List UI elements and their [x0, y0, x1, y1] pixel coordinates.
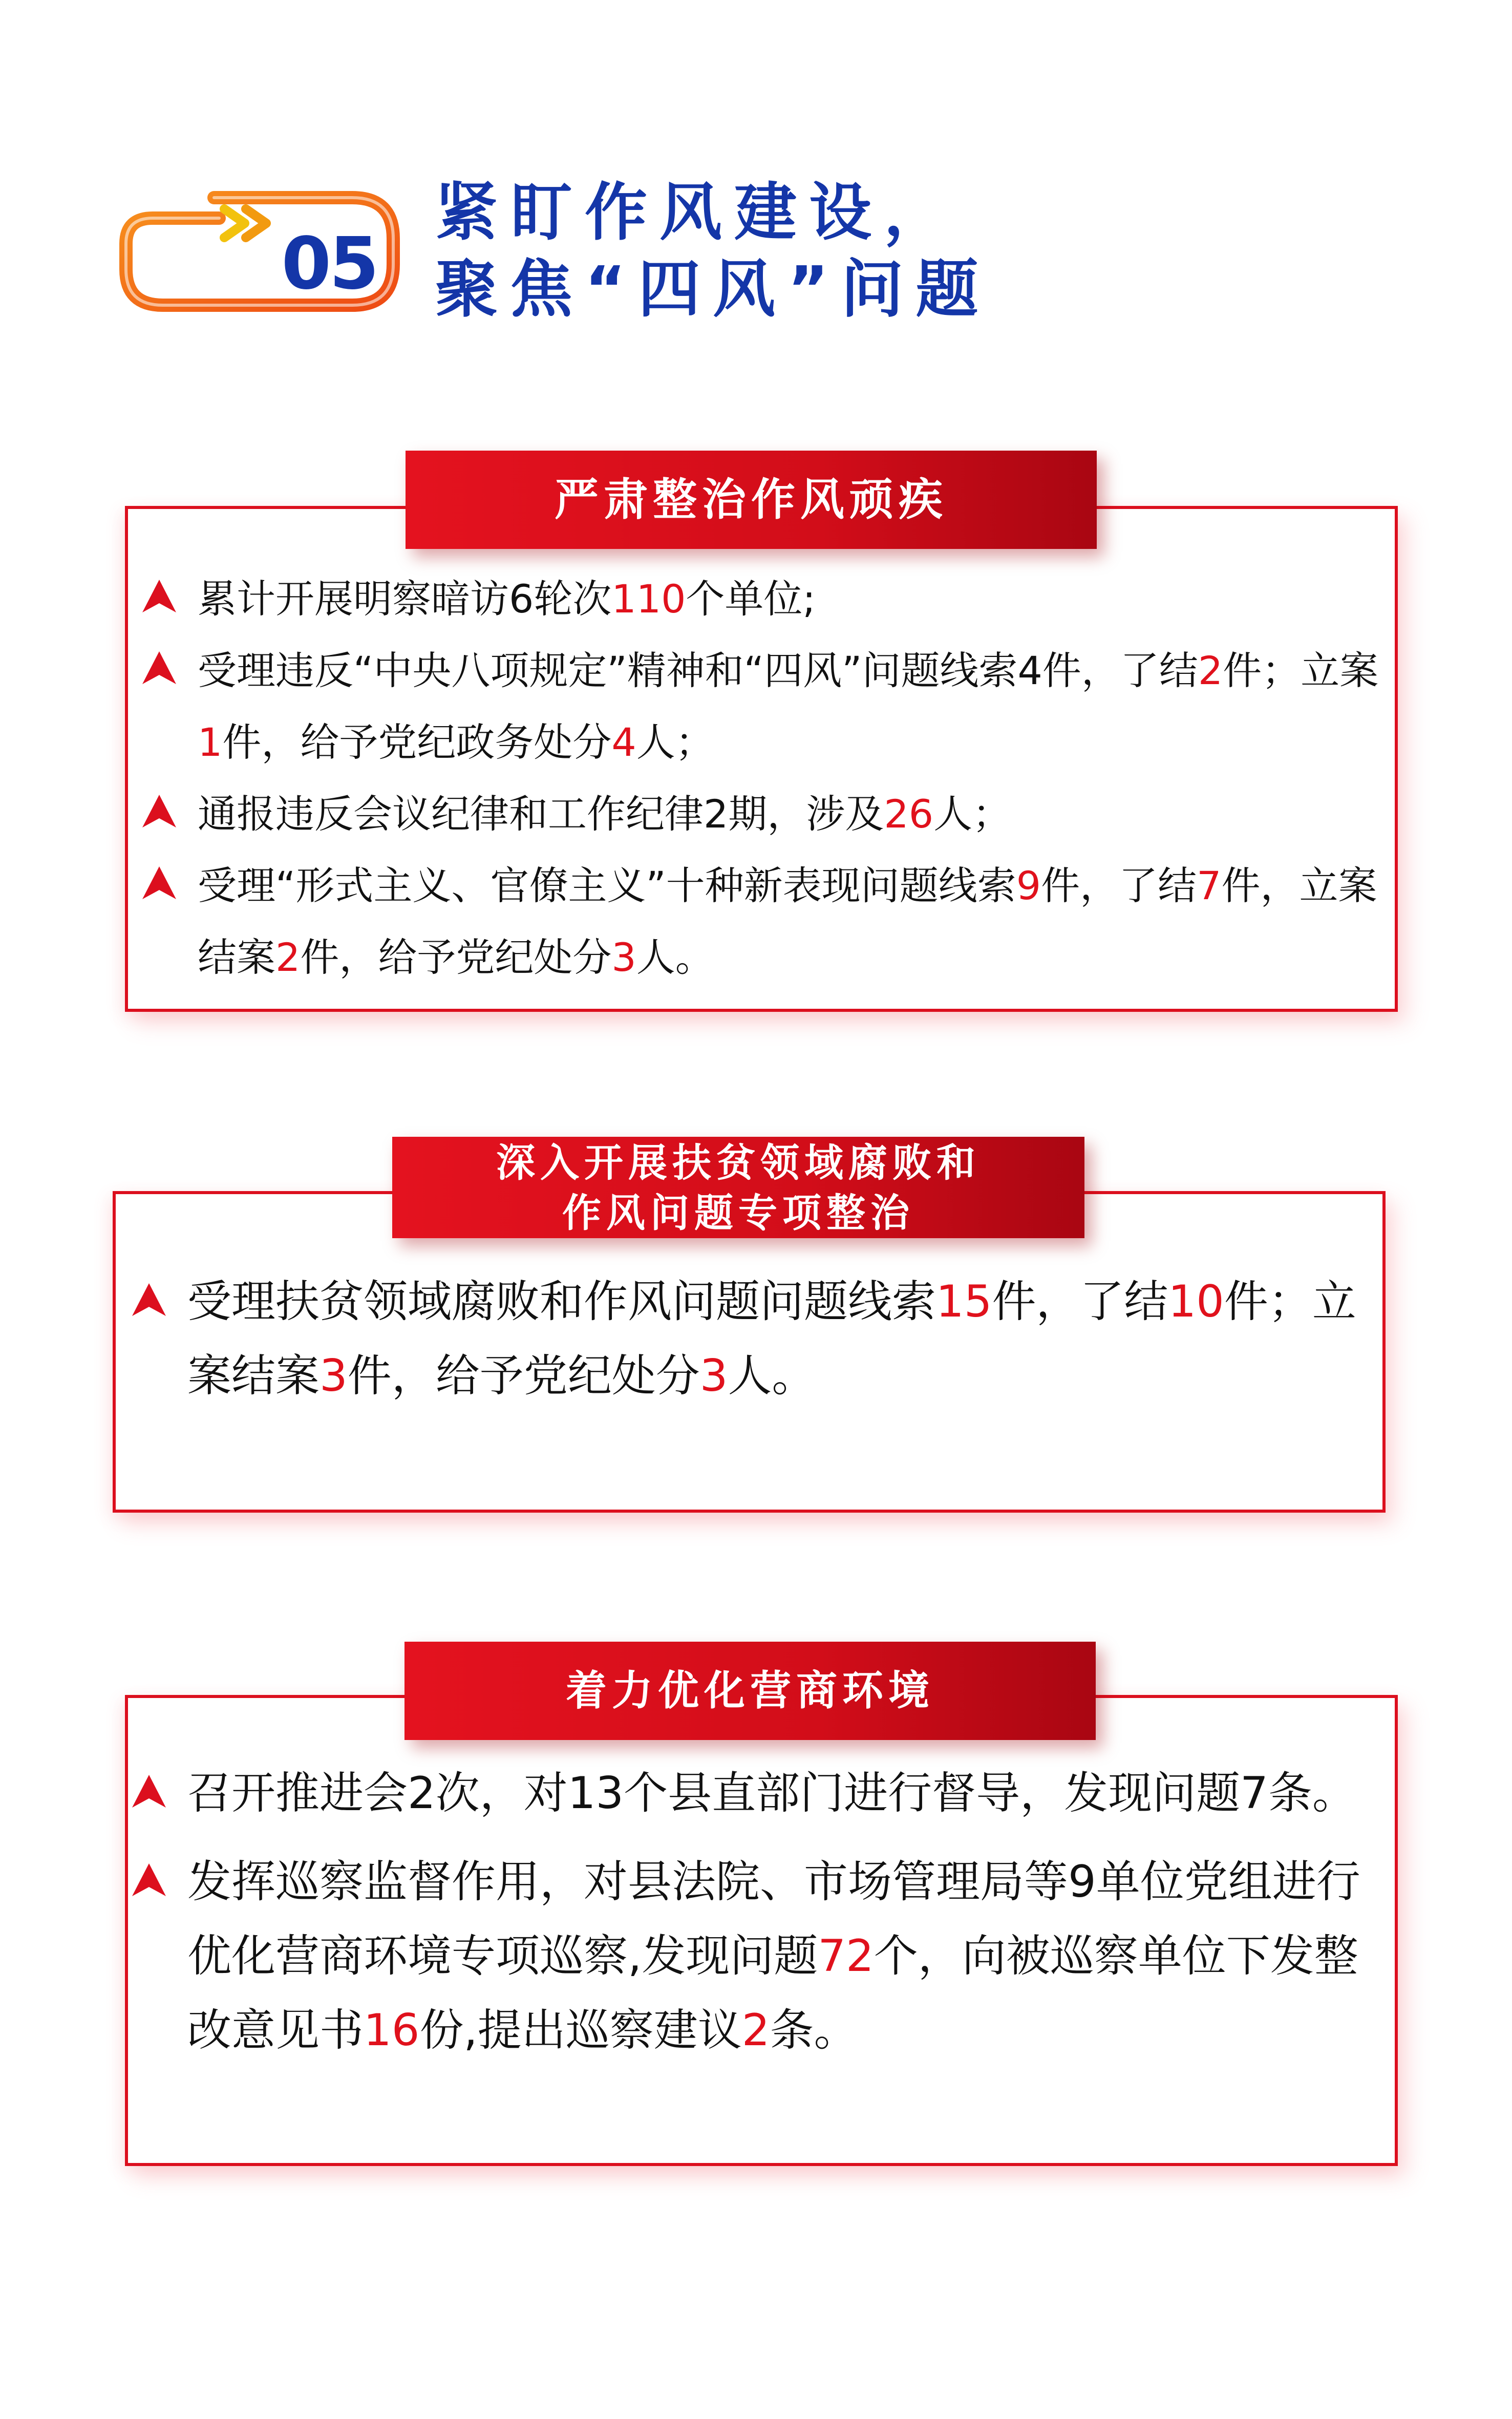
red-arrow-bullet-icon: [131, 1282, 167, 1318]
highlight-number: 72: [818, 1930, 874, 1982]
heading-line-2: 聚焦“四风”问题: [435, 253, 991, 326]
item-text: 发挥巡察监督作用，对县法院、市场管理局等9单位党组进行优化营商环境专项巡察,发现问题: [187, 1856, 1360, 1982]
list-item: [141, 778, 1391, 850]
item-text: 受理违反“中央八项规定”精神和“四风”问题线索4件，了结: [198, 648, 1198, 693]
item-text: 份,提出巡察建议: [419, 2005, 742, 2056]
red-arrow-bullet-icon: [141, 579, 177, 614]
item-text: 受理扶贫领域腐败和作风问题问题线索: [187, 1276, 936, 1327]
section-title-line: 着力优化营商环境: [566, 1667, 934, 1714]
item-text: 条。: [770, 2005, 858, 2056]
section-items-1: [141, 563, 1391, 993]
heading-line-1: 紧盯作风建设，: [435, 176, 959, 249]
item-text: 件，给予党纪政务处分: [222, 719, 612, 765]
item-text: 件，给予党纪处分: [300, 935, 612, 980]
highlight-number: 16: [364, 2005, 420, 2056]
highlight-number: 9: [1016, 863, 1041, 908]
list-item: [141, 635, 1391, 778]
item-text: 人。: [636, 935, 714, 980]
highlight-number: 7: [1197, 863, 1222, 908]
section-items-2: [131, 1265, 1380, 1413]
highlight-number: 4: [611, 719, 636, 765]
section-title-2: [392, 1137, 1084, 1238]
red-arrow-bullet-icon: [141, 794, 177, 830]
highlight-number: 3: [699, 1350, 728, 1402]
item-text: 召开推进会2次，对13个县直部门进行督导，发现问题7条。: [187, 1768, 1356, 1819]
highlight-number: 110: [611, 576, 686, 622]
item-text: 件，给予党纪处分: [347, 1350, 700, 1402]
section-title-1: [406, 451, 1097, 549]
list-item: [131, 1845, 1391, 2068]
item-text: 人；: [933, 791, 1012, 837]
item-text: 个，向被巡察单位下发整改意见书: [187, 1930, 1358, 2056]
highlight-number: 26: [884, 791, 934, 837]
item-text: 累计开展明察暗访6轮次: [198, 576, 612, 622]
item-text: 件；立案: [1223, 648, 1379, 693]
item-text: 件，了结: [1041, 863, 1197, 908]
highlight-number: 10: [1168, 1276, 1224, 1327]
red-arrow-bullet-icon: [131, 1774, 167, 1810]
section-number: 05: [281, 222, 377, 306]
item-text: 个单位;: [686, 576, 816, 622]
list-item: [131, 1756, 1391, 1831]
section-title-line: 严肃整治作风顽疾: [555, 474, 948, 525]
item-text: 件；立案结案: [187, 1276, 1356, 1402]
item-text: 件，立案结案: [198, 863, 1377, 980]
list-item: [141, 850, 1391, 993]
highlight-number: 3: [611, 935, 636, 980]
red-arrow-bullet-icon: [131, 1862, 167, 1898]
highlight-number: 2: [1198, 648, 1223, 693]
item-text: 受理“形式主义、官僚主义”十种新表现问题线索: [198, 863, 1016, 908]
page-heading: [435, 174, 1254, 328]
highlight-number: 2: [741, 2005, 770, 2056]
section-number-badge: [117, 182, 403, 320]
highlight-number: 1: [198, 719, 223, 765]
item-text: 通报违反会议纪律和工作纪律2期，涉及: [198, 791, 884, 837]
section-items-3: [131, 1756, 1391, 2068]
item-text: 件，了结: [992, 1276, 1168, 1327]
section-title-line: 深入开展扶贫领域腐败和: [496, 1140, 981, 1185]
red-arrow-bullet-icon: [141, 650, 177, 686]
highlight-number: 2: [275, 935, 301, 980]
list-item: [141, 563, 1391, 635]
section-title-3: [404, 1642, 1096, 1740]
section-title-line: 作风问题专项整治: [562, 1190, 914, 1236]
highlight-number: 15: [936, 1276, 992, 1327]
item-text: 人。: [728, 1350, 816, 1402]
highlight-number: 3: [320, 1350, 348, 1402]
list-item: [131, 1265, 1380, 1413]
item-text: 人；: [636, 719, 714, 765]
red-arrow-bullet-icon: [141, 865, 177, 901]
